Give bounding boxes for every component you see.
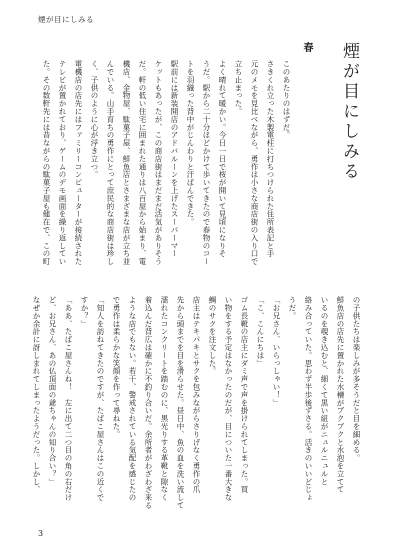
text-column: で勇作は柔らかな笑顔を作って尋ねた。 [112,296,121,439]
text-column: だ。軒の低い住宅に囲まれた通りは八百屋から始まり、電 [138,60,147,266]
text-column: うだ。駅から二十分ほどかけて歩いてきたので春物のコー [202,60,211,266]
text-column: ケットもあったが、この商店街はまだまだ活気がありそう [154,60,163,266]
text-column: 機店、金物屋、駄菓子屋、鮮魚店とさまざまな店が立ち並 [122,60,131,266]
text-column: いるのを覗き込むと、細くて黒い紐がニュルニュルと [320,296,329,486]
text-column: 「こ、こんにちは」 [256,296,265,368]
text-column: 立ち止まった。 [234,60,243,116]
text-column: テレビが置かれており、ゲームのデモ画面を繰り返してい [58,60,67,266]
text-column: よく晴れて暖かい。今日一日で桜が開いて見頃になりそ [218,60,227,258]
text-column: 「知人を訪ねてきたのですが、たばこ屋さんはこの近くで [96,296,105,502]
text-column: トを羽織った背中がじんわりと汗ばんできた。 [186,60,195,226]
text-column: 「お兄さん、いらっしゃい！」 [272,296,281,407]
text-column: 鮮魚店の店先に置かれた水槽がブクブクと水泡を立てて [336,296,345,494]
text-column: た。その数軒先には昔ながらの駄菓子屋も健在で、この町 [42,60,51,266]
text-column: ゴム長靴の店主にダミ声で声を掛けられてしまった。買 [240,296,249,494]
text-column: 鯛のサクを注文した。 [208,296,217,375]
text-column: 絡み合っていた。思わず半歩後ずさる。活きのいいどじょ [304,296,313,502]
text-column: の子供たちは楽しみが多そうだと目を細める。 [352,296,361,462]
text-column: すか？」 [80,296,89,328]
text-column: く、子供のように心が浮き立つ。 [90,60,99,179]
text-column: 元のメモを見比べながら、勇作は小さな商店街の入り口で [250,60,259,266]
text-column: ような店でもない。若干、警戒されている気配を感じたの [128,296,137,502]
text-column: ど、お兄さん、あの仏頂面の爺ちゃんの知り合い？」 [48,296,57,486]
text-column: さきくれ立った木製電柱に打ちつけられた住所表記と手 [266,60,275,258]
section-heading: 春 [301,42,312,54]
text-column: 店主はテキパキとサクを包みながらさりげなく勇作の爪 [192,296,201,494]
text-column: い物をする予定はなかったのだが、目についた一番大きな [224,296,233,502]
chapter-title: 煙が目にしみる [339,42,359,182]
text-column: 先から頭までを目を滑らせた。昼日中、魚の血を洗い流して [176,296,185,510]
text-column: んでいる。山手育ちの勇作にとって庶民的な商店街は珍し [106,60,115,266]
text-column: 濡れたコンクリートを踏むのに、黒光りする革靴と隙なく [160,296,169,502]
text-column: なぜか余計に訝しまれてしまったようだった。しかし、 [32,296,41,494]
text-column: 駅前には新装開店のアドバルーンを上げたスーパーマー [170,60,179,258]
text-column: このあたりのはずだ。 [282,60,291,139]
page-number: 3 [38,529,44,538]
text-column: 着込んだ背広は確かに不釣り合いだ。余所者がわざわざ来る [144,296,153,510]
text-column: 電機店の店先にはファミリーコンピューターが接続された [74,60,83,266]
text-column: 「ああ、たばこ屋さんね！ 左に出て二つ目の角の右だけ [64,296,73,502]
text-column: うだ。 [288,296,297,320]
running-head: 煙が目にしみる [38,15,94,24]
